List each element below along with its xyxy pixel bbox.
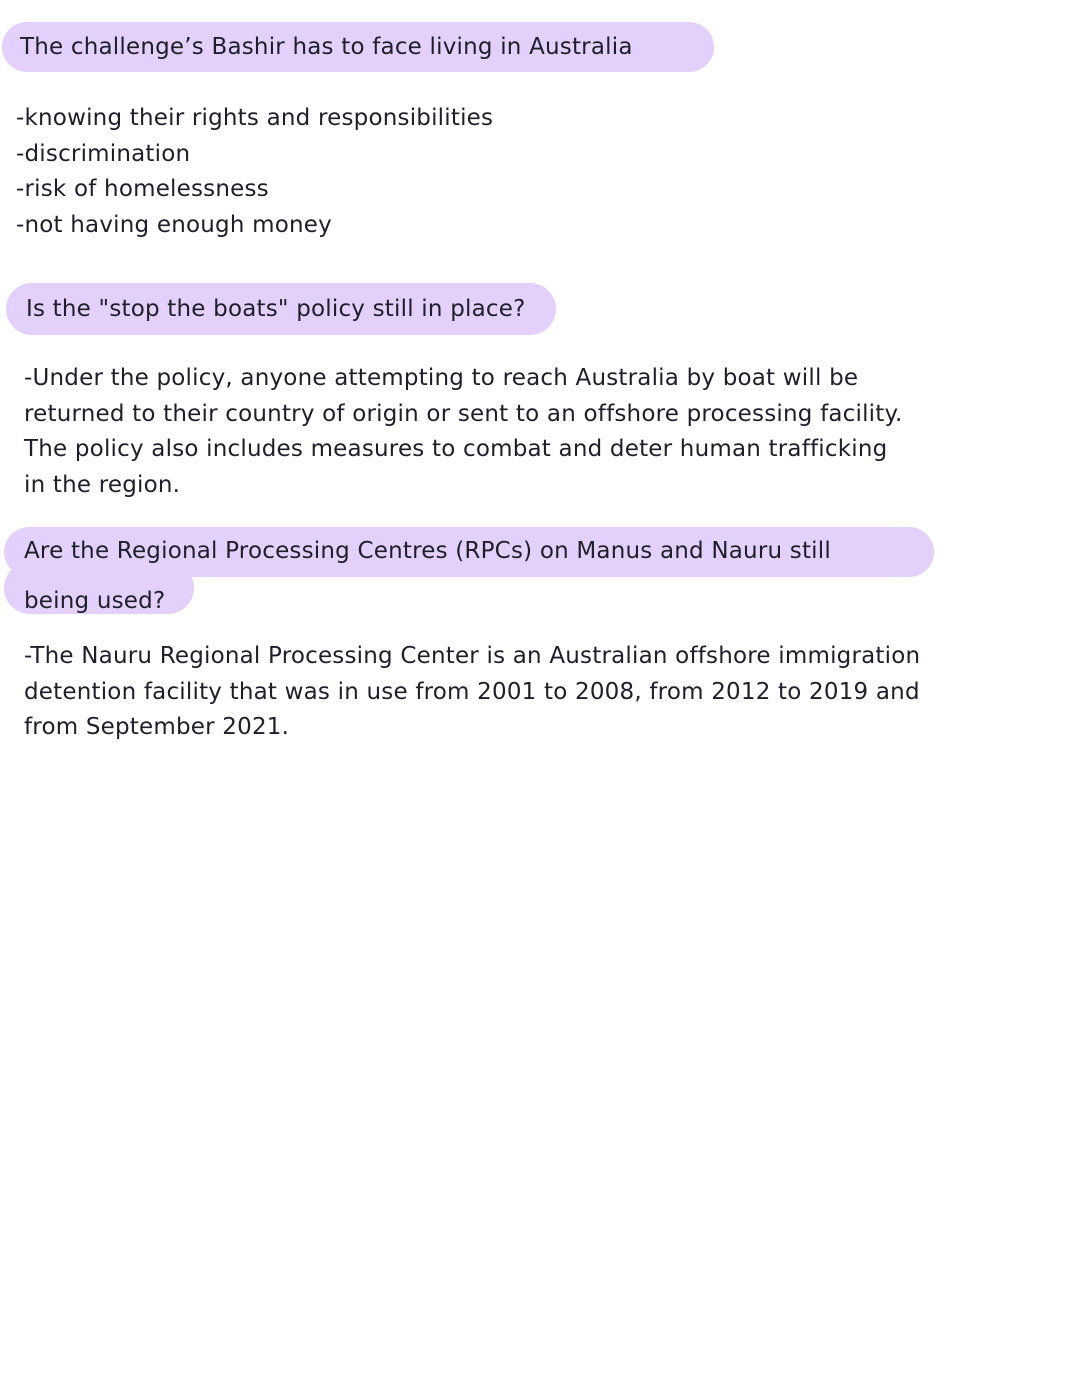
section-heading-stop-the-boats: Is the "stop the boats" policy still in place? bbox=[6, 283, 556, 335]
challenges-list bbox=[16, 101, 716, 243]
stop-the-boats-paragraph: -Under the policy, anyone attempting to reach Australia by boat will be returned to their country of origin or sent to an offshore processing facility. The policy also includes measures to combat and deter human trafficking in the region. bbox=[24, 365, 903, 498]
section-heading-rpcs-line2-text: being used? bbox=[24, 588, 166, 614]
nauru-paragraph: -The Nauru Regional Processing Center is an Australian offshore immigration detention facility that was in use from 2001 to 2008, from 2012 to 2019 and from September 2021. bbox=[24, 643, 921, 740]
section-heading-rpcs-line1: Are the Regional Processing Centres (RPCs) on Manus and Nauru still bbox=[4, 527, 934, 577]
list-item: -discrimination bbox=[16, 140, 191, 167]
list-item: -risk of homelessness bbox=[16, 176, 269, 202]
section-heading-challenges: The challenge’s Bashir has to face living in Australia bbox=[2, 22, 714, 72]
list-item: -knowing their rights and responsibilities bbox=[16, 105, 494, 131]
list-item: -not having enough money bbox=[16, 211, 332, 238]
